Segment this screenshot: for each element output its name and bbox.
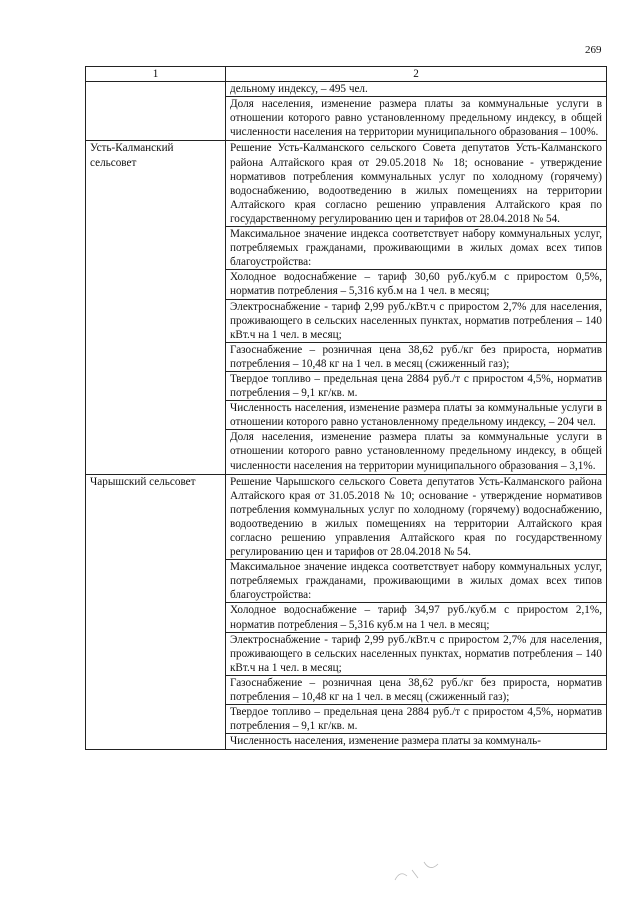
table-row bbox=[86, 141, 607, 474]
description-cell bbox=[226, 82, 607, 141]
paragraph: Твердое топливо – предельная цена 2884 руб./т с приростом 4,5%, норматив потребления – 9,1 кг/кв. м. bbox=[226, 704, 606, 733]
paragraph: Доля населения, изменение размера платы за коммунальные услуги в отношении которого равно установленному предельному индексу, в общей численности населения на территории муниципального образования – 100%. bbox=[226, 96, 606, 139]
column-header-1: 1 bbox=[86, 67, 226, 82]
paragraph: Холодное водоснабжение – тариф 30,60 руб./куб.м с приростом 0,5%, норматив потребления – 5,316 куб.м на 1 чел. в месяц; bbox=[226, 269, 606, 298]
description-cell bbox=[226, 474, 607, 750]
page-number: 269 bbox=[585, 44, 602, 56]
paragraph: Решение Усть-Калманского сельского Совета депутатов Усть-Калманского района Алтайского края от 29.05.2018 № 18; основание - утверждение нормативов потребления коммунальных услуг по холодному (горячему) водоснабжению, водоотведению в жилых помещениях на территории Алтайского края согласно решению управления Алтайского края по государственному регулированию цен и тарифов от 28.04.2018 № 54. bbox=[230, 142, 602, 225]
paragraph: Газоснабжение – розничная цена 38,62 руб./кг без прироста, норматив потребления – 10,48 кг на 1 чел. в месяц (сжиженный газ); bbox=[226, 342, 606, 371]
paragraph: Доля населения, изменение размера платы за коммунальные услуги в отношении которого равно установленному предельному индексу, в общей численности населения на территории муниципального образования – 3,1%. bbox=[226, 429, 606, 472]
paragraph: Численность населения, изменение размера платы за коммунальные услуги в отношении которого равно установленному предельному индексу, – 204 чел. bbox=[226, 400, 606, 429]
paragraph: Холодное водоснабжение – тариф 34,97 руб./куб.м с приростом 2,1%, норматив потребления – 5,316 куб.м на 1 чел. в месяц; bbox=[226, 602, 606, 631]
table-row bbox=[86, 474, 607, 750]
paragraph: Численность населения, изменение размера платы за коммуналь- bbox=[226, 733, 606, 748]
paragraph: Электроснабжение - тариф 2,99 руб./кВт.ч с приростом 2,7% для населения, проживающего в сельских населенных пунктах, норматив потребления – 140 кВт.ч на 1 чел. в месяц; bbox=[226, 299, 606, 342]
municipality-cell bbox=[86, 474, 226, 750]
paragraph: Электроснабжение - тариф 2,99 руб./кВт.ч с приростом 2,7% для населения, проживающего в сельских населенных пунктах, норматив потребления – 140 кВт.ч на 1 чел. в месяц; bbox=[226, 632, 606, 675]
paragraph: Максимальное значение индекса соответствует набору коммунальных услуг, потребляемых гражданами, проживающими в жилых домах всех типов благоустройства: bbox=[226, 559, 606, 602]
scan-artifact bbox=[390, 850, 450, 890]
municipality-cell bbox=[86, 82, 226, 141]
paragraph: дельному индексу, – 495 чел. bbox=[230, 83, 368, 96]
paragraph: Решение Чарышского сельского Совета депутатов Усть-Калманского района Алтайского края от 31.05.2018 № 10; основание - утверждение нормативов потребления коммунальных услуг по холодному (горячему) водоснабжению, водоотведению в жилых помещениях на территории Алтайского края согласно решению управления Алтайского края по государственному регулированию цен и тарифов от 28.04.2018 № 54. bbox=[230, 475, 602, 559]
municipality-table bbox=[85, 66, 607, 750]
paragraph: Максимальное значение индекса соответствует набору коммунальных услуг, потребляемых гражданами, проживающими в жилых домах всех типов благоустройства: bbox=[226, 226, 606, 269]
paragraph: Газоснабжение – розничная цена 38,62 руб./кг без прироста, норматив потребления – 10,48 кг на 1 чел. в месяц (сжиженный газ); bbox=[226, 675, 606, 704]
municipality-name: Чарышский сельсовет bbox=[90, 475, 196, 488]
description-cell bbox=[226, 141, 607, 474]
paragraph: Твердое топливо – предельная цена 2884 руб./т с приростом 4,5%, норматив потребления – 9,1 кг/кв. м. bbox=[226, 371, 606, 400]
table-header-row bbox=[86, 67, 607, 82]
table-row bbox=[86, 82, 607, 141]
column-header-2: 2 bbox=[226, 67, 607, 82]
municipality-cell bbox=[86, 141, 226, 474]
municipality-name: Усть-Калманский сельсовет bbox=[90, 142, 174, 169]
